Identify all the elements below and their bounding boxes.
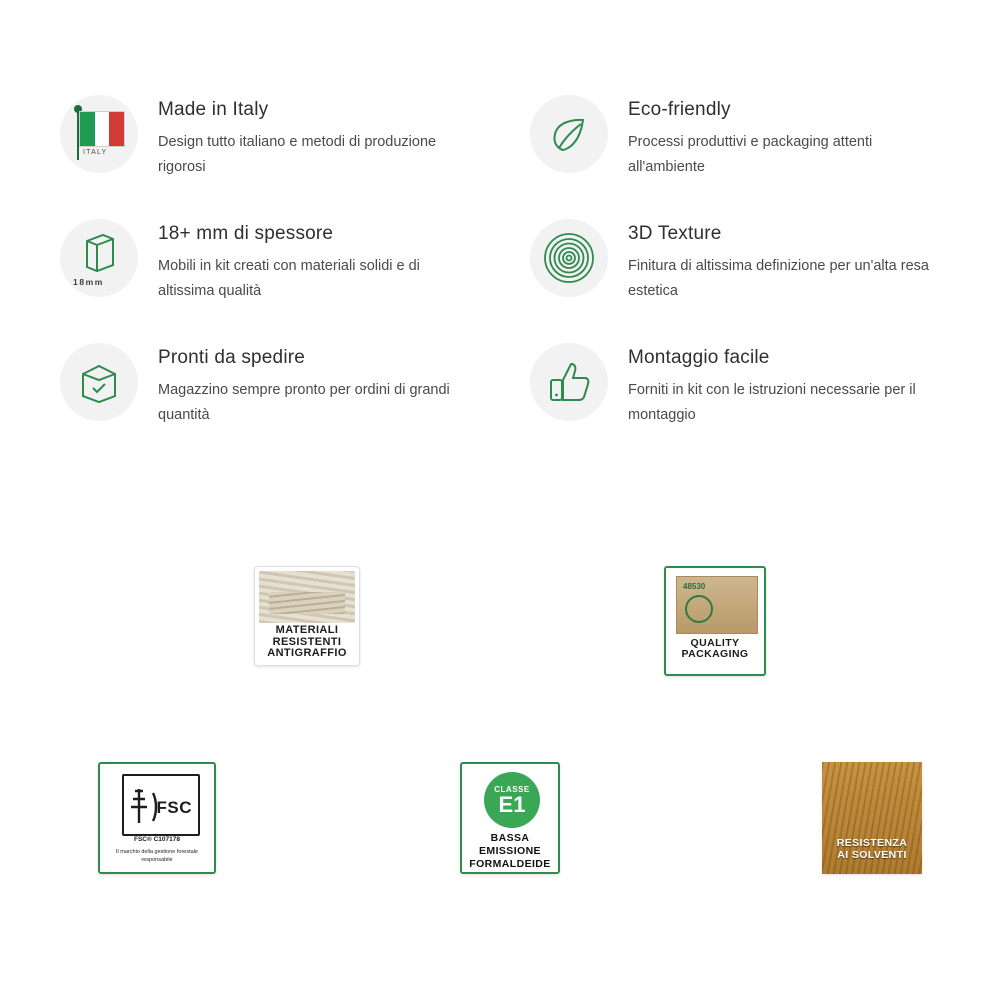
feature-description: Magazzino sempre pronto per ordini di grandi quantità xyxy=(158,381,450,423)
italy-flag-caption: ITALY xyxy=(83,149,108,156)
badge-label-line1: BASSA xyxy=(490,832,530,844)
badge-solvent-resistance xyxy=(822,762,922,874)
fsc-license-code: FSC® C107178 xyxy=(134,836,180,843)
badge-label-line1: RESISTENZA xyxy=(836,836,908,849)
badge-label-line1: MATERIALI xyxy=(275,624,339,636)
feature-title: Eco-friendly xyxy=(628,99,731,120)
badge-label-line1: QUALITY xyxy=(690,637,740,649)
thumbs-up-icon xyxy=(530,343,608,421)
features-grid xyxy=(60,95,960,428)
feature-description: Finitura di altissima definizione per un'alta resa estetica xyxy=(628,257,929,300)
e1-classe-label: CLASSE xyxy=(494,784,530,794)
feature-thickness xyxy=(60,219,530,305)
feature-3d-texture xyxy=(530,219,960,305)
feature-description: Design tutto italiano e metodi di produzione rigorosi xyxy=(158,134,437,176)
feature-eco-friendly xyxy=(530,95,960,181)
badge-label xyxy=(462,832,558,871)
feature-description: Forniti in kit con le istruzioni necessarie per il montaggio xyxy=(628,381,916,423)
feature-easy-assembly xyxy=(530,343,960,429)
feature-title: 18+ mm di spessore xyxy=(158,222,334,244)
badge-quality-packaging xyxy=(664,566,766,676)
scratch-resistant-material-photo xyxy=(259,571,355,623)
wood-rings-icon xyxy=(530,219,608,297)
thickness-caption: 18mm xyxy=(73,276,104,287)
italy-flag-icon xyxy=(60,95,138,173)
e1-grade-label: E1 xyxy=(498,791,526,817)
badge-label-line2: AI SOLVENTI xyxy=(837,849,907,862)
badge-label xyxy=(666,638,764,660)
feature-title: Made in Italy xyxy=(158,99,269,120)
feature-description: Mobili in kit creati con materiali solidi e di altissima qualità xyxy=(158,257,420,300)
feature-title: Pronti da spedire xyxy=(158,346,306,368)
e1-class-circle xyxy=(484,772,540,828)
badge-label-line3: ANTIGRAFFIO xyxy=(267,647,347,660)
badge-fsc xyxy=(98,762,216,874)
feature-made-in-italy xyxy=(60,95,530,181)
badge-label-line2: RESISTENTI xyxy=(272,635,342,648)
cardboard-box-photo xyxy=(676,576,758,634)
feature-title: Montaggio facile xyxy=(628,346,770,368)
fsc-claim-text: Il marchio della gestione forestale responsabile xyxy=(116,849,198,864)
box-logo-icon xyxy=(685,595,713,623)
feature-ready-to-ship xyxy=(60,343,530,429)
feature-description: Processi produttivi e packaging attenti all'ambiente xyxy=(628,134,873,176)
shipping-box-check-icon xyxy=(60,343,138,421)
box-code-label: 48530 xyxy=(683,582,706,591)
fsc-wordmark: FSC xyxy=(156,798,192,817)
badge-label-line2: PACKAGING xyxy=(681,648,749,661)
fsc-tree-mark-icon xyxy=(122,774,200,836)
panel-thickness-icon xyxy=(60,219,138,297)
feature-title: 3D Texture xyxy=(628,222,722,244)
badge-label xyxy=(255,625,359,660)
badge-label xyxy=(822,837,922,862)
badge-label-line3: FORMALDEIDE xyxy=(469,858,551,871)
badge-e1-formaldehyde xyxy=(460,762,560,874)
leaf-icon xyxy=(530,95,608,173)
badge-label-line2: EMISSIONE xyxy=(479,845,541,858)
badge-scratch-resistant xyxy=(254,566,360,666)
